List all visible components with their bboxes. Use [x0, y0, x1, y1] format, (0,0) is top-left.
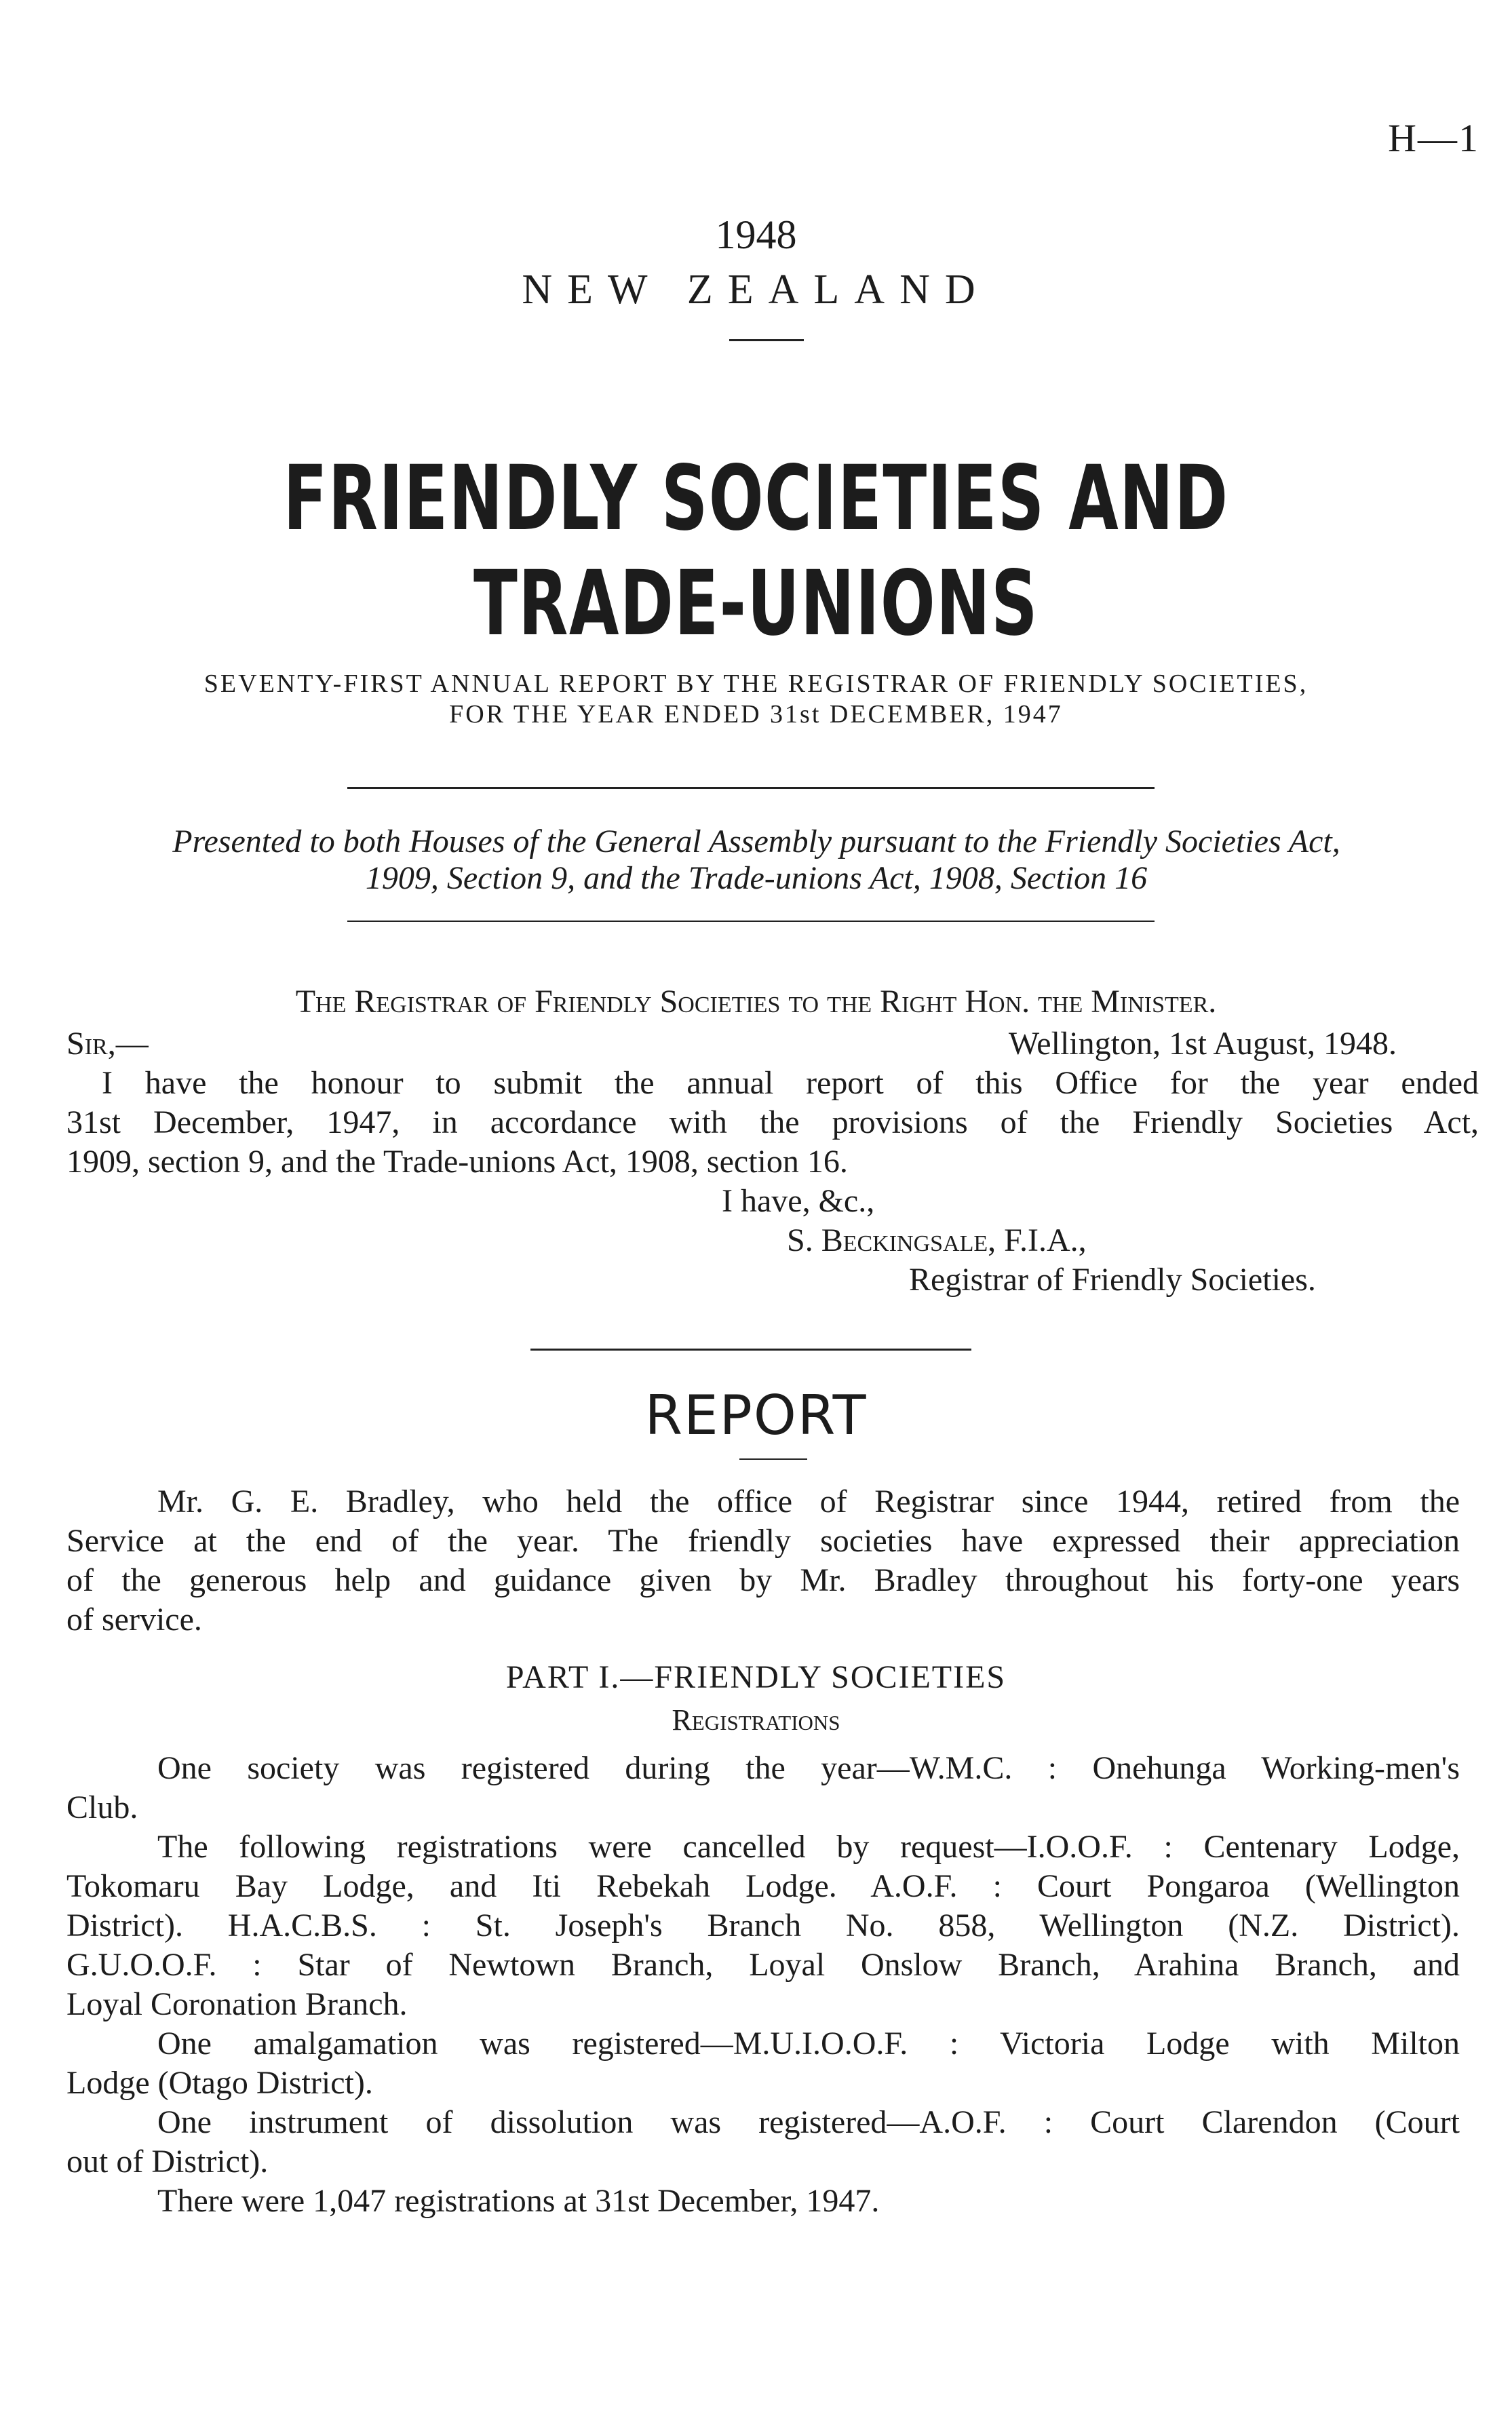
letter-salutation: Sir,—: [66, 1026, 149, 1062]
report-intro-line: of the generous help and guidance given by Mr. Bradley throughout his forty-one years: [66, 1562, 1460, 1598]
letter-body-line: 31st December, 1947, in accordance with the provisions of the Friendly Societies Act,: [66, 1104, 1479, 1140]
letter-body-line: 1909, section 9, and the Trade-unions Act, 1908, section 16.: [66, 1144, 848, 1180]
registrations-subheading: Registrations: [672, 1703, 840, 1737]
presented-line-2: 1909, Section 9, and the Trade-unions Act, 1908, Section 16: [365, 860, 1148, 896]
document-title-line-2: TRADE-UNIONS: [473, 551, 1039, 656]
letter-signatory-title: Registrar of Friendly Societies.: [909, 1262, 1316, 1298]
publication-year: 1948: [715, 212, 797, 257]
presented-line-1: Presented to both Houses of the General Assembly pursuant to the Friendly Societies Act,: [172, 824, 1340, 859]
divider-medium: [530, 1349, 971, 1351]
divider-long: [347, 921, 1155, 922]
report-intro-line: of service.: [66, 1602, 202, 1638]
report-intro-line: Service at the end of the year. The friendly societies have expressed their appreciation: [66, 1523, 1460, 1559]
report-intro-line: Mr. G. E. Bradley, who held the office of Registrar since 1944, retired from the: [157, 1484, 1460, 1520]
divider-long: [347, 787, 1155, 789]
part-1-paragraph-line: One society was registered during the year—W.M.C. : Onehunga Working-men's: [157, 1750, 1460, 1786]
part-1-paragraph-line: One amalgamation was registered—M.U.I.O.O.F. : Victoria Lodge with Milton: [157, 2026, 1460, 2062]
letter-address: The Registrar of Friendly Societies to the Right Hon. the Minister.: [295, 984, 1217, 1020]
part-1-paragraph-line: out of District).: [66, 2144, 269, 2180]
page-reference: H—1: [1388, 116, 1479, 160]
letter-place-date: Wellington, 1st August, 1948.: [1008, 1026, 1397, 1062]
part-1-paragraph-line: There were 1,047 registrations at 31st December, 1947.: [157, 2183, 880, 2219]
letter-signatory: S. Beckingsale, F.I.A.,: [787, 1222, 1087, 1258]
letter-closing: I have, &c.,: [722, 1183, 875, 1219]
part-1-heading: PART I.—FRIENDLY SOCIETIES: [505, 1659, 1007, 1695]
report-heading: REPORT: [644, 1384, 868, 1447]
country-heading: NEW ZEALAND: [522, 267, 990, 313]
subtitle-line-2: FOR THE YEAR ENDED 31st DECEMBER, 1947: [449, 700, 1063, 729]
part-1-paragraph-line: District). H.A.C.B.S. : St. Joseph's Branch No. 858, Wellington (N.Z. District).: [66, 1908, 1460, 1943]
subtitle-line-1: SEVENTY-FIRST ANNUAL REPORT BY THE REGISTRAR OF FRIENDLY SOCIETIES,: [203, 670, 1309, 698]
part-1-paragraph-line: Loyal Coronation Branch.: [66, 1986, 408, 2022]
divider-short: [739, 1458, 807, 1460]
part-1-paragraph-line: Lodge (Otago District).: [66, 2065, 373, 2101]
part-1-paragraph-line: G.U.O.O.F. : Star of Newtown Branch, Loyal Onslow Branch, Arahina Branch, and: [66, 1947, 1460, 1983]
divider-short: [729, 339, 804, 341]
document-title-line-1: FRIENDLY SOCIETIES AND: [283, 446, 1229, 551]
part-1-paragraph-line: One instrument of dissolution was registered—A.O.F. : Court Clarendon (Court: [157, 2104, 1460, 2140]
letter-body-line: I have the honour to submit the annual report of this Office for the year ended: [102, 1065, 1479, 1101]
part-1-paragraph-line: The following registrations were cancelled by request—I.O.O.F. : Centenary Lodge,: [157, 1829, 1460, 1865]
part-1-paragraph-line: Club.: [66, 1789, 138, 1825]
part-1-paragraph-line: Tokomaru Bay Lodge, and Iti Rebekah Lodge. A.O.F. : Court Pongaroa (Wellington: [66, 1868, 1460, 1904]
